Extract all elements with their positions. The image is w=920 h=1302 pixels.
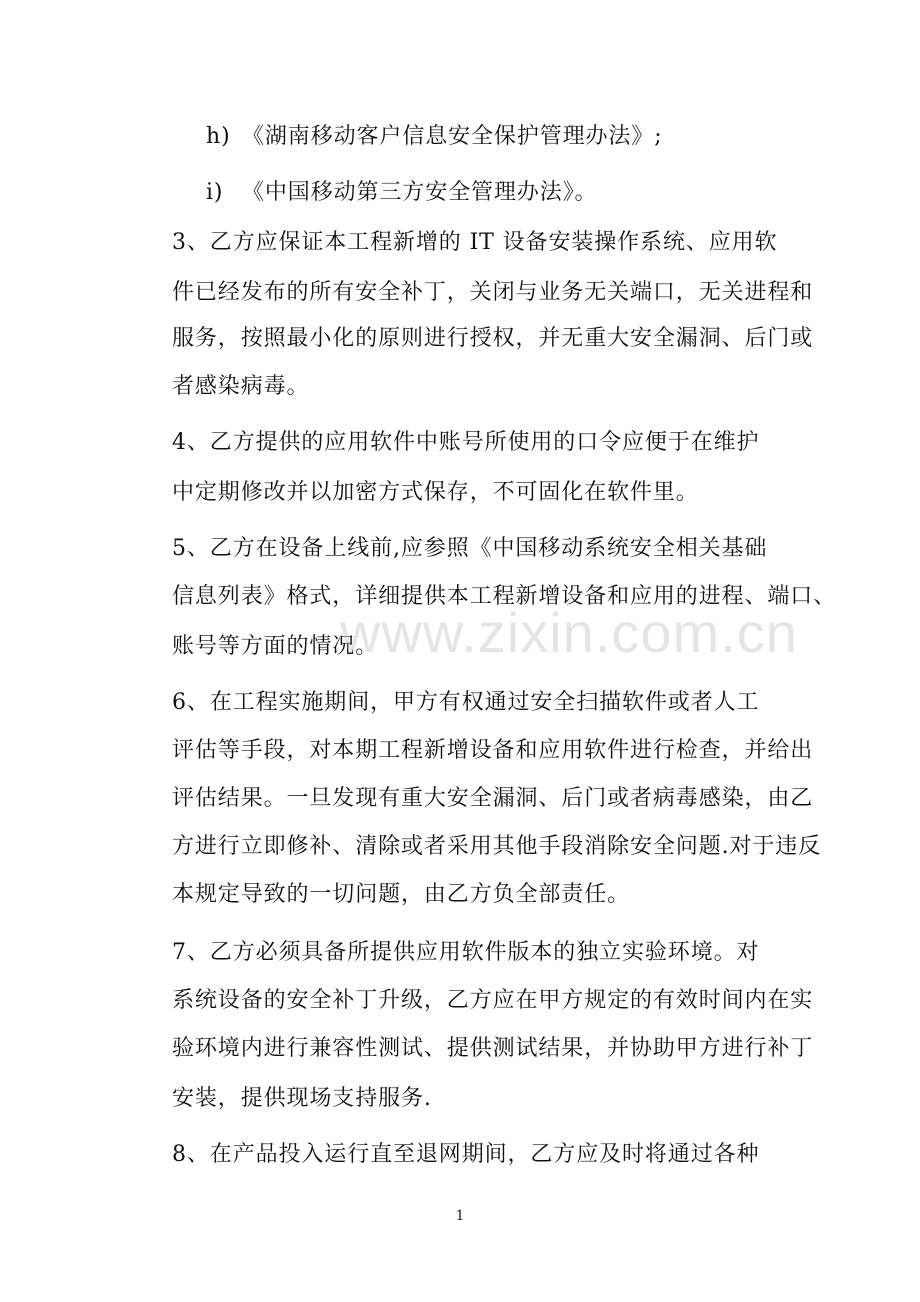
paragraph-line: 5、乙方在设备上线前,应参照《中国移动系统安全相关基础 (172, 536, 768, 561)
paragraph-line: 本规定导致的一切问题，由乙方负全部责任。 (172, 882, 631, 907)
paragraph-line: 安装，提供现场支持服务. (172, 1086, 432, 1111)
paragraph-line: 评估结果。一旦发现有重大安全漏洞、后门或者病毒感染，由乙 (172, 786, 814, 811)
paragraph-line: 信息列表》格式，详细提供本工程新增设备和应用的进程、端口、 (172, 584, 837, 609)
watermark: www.zixin.com.cn (340, 601, 798, 664)
paragraph-line: 方进行立即修补、清除或者采用其他手段消除安全问题.对于违反 (172, 834, 822, 859)
paragraph-line: 系统设备的安全补丁升级，乙方应在甲方规定的有效时间内在实 (172, 988, 814, 1013)
paragraph-line: 6、在工程实施期间，甲方有权通过安全扫描软件或者人工 (172, 690, 760, 715)
paragraph-line: 4、乙方提供的应用软件中账号所使用的口令应便于在维护 (172, 430, 760, 455)
paragraph-line: 3、乙方应保证本工程新增的 IT 设备安装操作系统、应用软 (172, 230, 778, 255)
paragraph-line: 评估等手段，对本期工程新增设备和应用软件进行检查，并给出 (172, 738, 814, 763)
paragraph-line: 服务，按照最小化的原则进行授权，并无重大安全漏洞、后门或 (172, 326, 814, 351)
list-marker: h) (206, 124, 231, 149)
list-marker: i) (206, 180, 224, 205)
paragraph-line: 账号等方面的情况。 (172, 634, 379, 659)
paragraph-line: 件已经发布的所有安全补丁，关闭与业务无关端口，无关进程和 (172, 280, 814, 305)
page-number: 1 (455, 1208, 465, 1224)
paragraph-line: 中定期修改并以加密方式保存，不可固化在软件里。 (172, 480, 699, 505)
list-item-text: 《湖南移动客户信息安全保护管理办法》; (242, 124, 663, 149)
paragraph-line: 7、乙方必须具备所提供应用软件版本的独立实验环境。对 (172, 940, 760, 965)
list-item-text: 《中国移动第三方安全管理办法》。 (242, 180, 598, 205)
paragraph-line: 验环境内进行兼容性测试、提供测试结果，并协助甲方进行补丁 (172, 1036, 814, 1061)
paragraph-line: 8、在产品投入运行直至退网期间，乙方应及时将通过各种 (172, 1142, 760, 1167)
paragraph-line: 者感染病毒。 (172, 374, 310, 399)
